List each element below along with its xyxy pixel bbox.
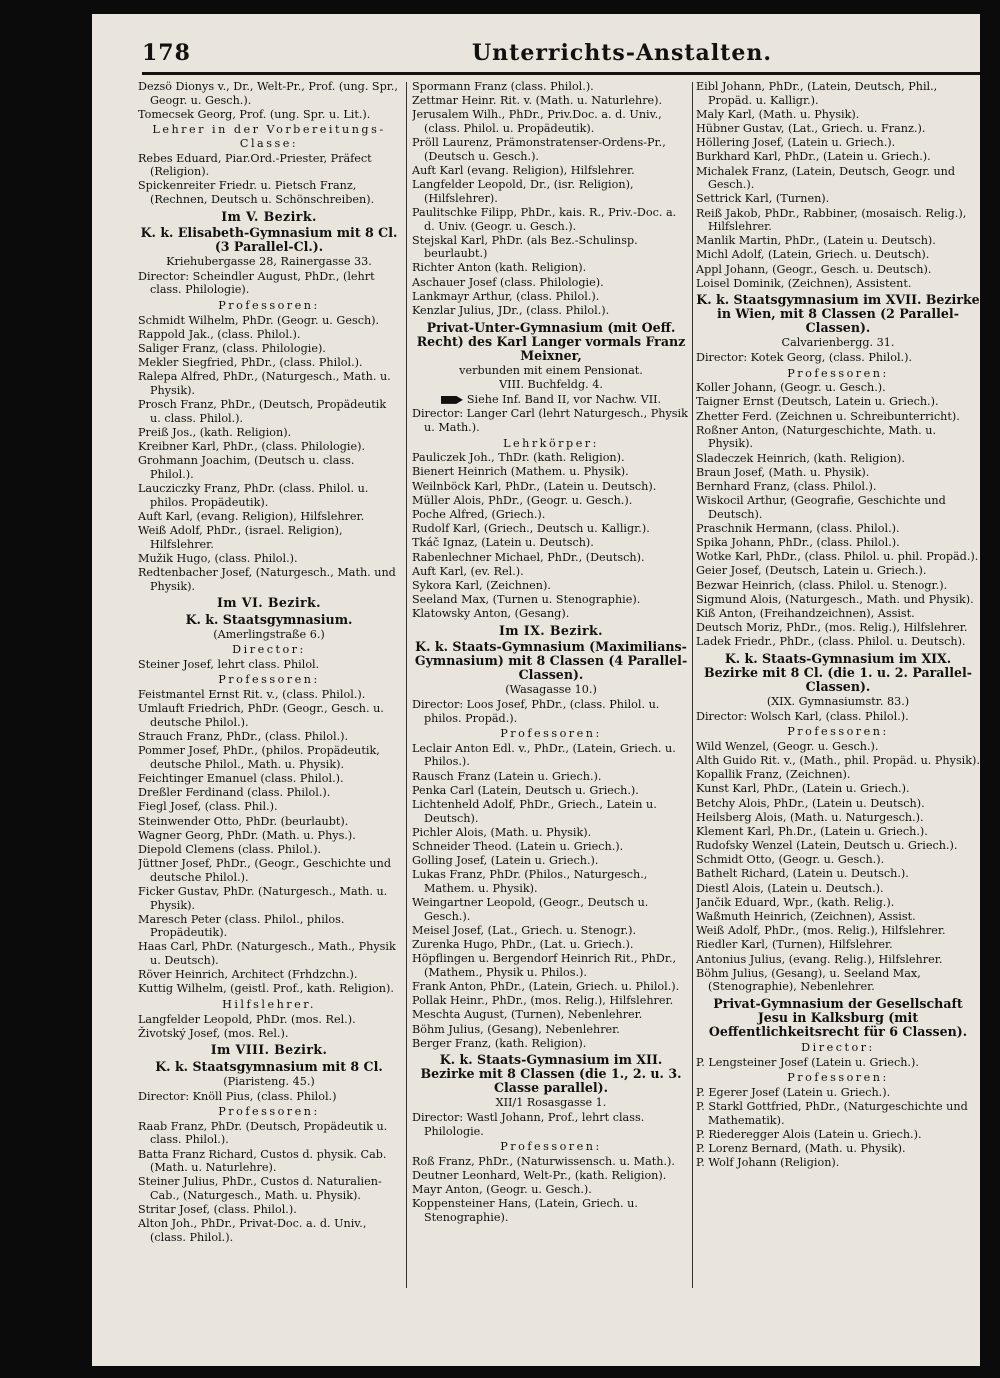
directory-entry: Koppensteiner Hans, (Latein, Griech. u. Stenographie).: [412, 1197, 638, 1224]
header-rule: [142, 72, 980, 75]
role-heading: Professoren:: [218, 1105, 320, 1119]
role-heading: Professoren:: [787, 366, 889, 380]
directory-entry: Weiß Adolf, PhDr., (mos. Relig.), Hilfslehrer.: [696, 924, 946, 938]
directory-entry: Richter Anton (kath. Religion).: [412, 261, 587, 275]
directory-entry: Weingartner Leopold, (Geogr., Deutsch u. Gesch.).: [412, 896, 649, 923]
directory-entry: Redtenbacher Josef, (Naturgesch., Math. und Physik).: [138, 565, 396, 593]
directory-entry: Kopallik Franz, (Zeichnen).: [696, 768, 851, 782]
directory-entry: Steiner Julius, PhDr., Custos d. Naturalien-Cab., (Naturgesch., Math. u. Physik).: [138, 1175, 382, 1202]
directory-entry: Auft Karl, (ev. Rel.).: [412, 564, 524, 578]
directory-entry: Weiß Adolf, PhDr., (israel. Religion), Hilfslehrer.: [138, 523, 343, 551]
directory-entry: Loisel Dominik, (Zeichnen), Assistent.: [696, 276, 912, 290]
directory-entry: Maresch Peter (class. Philol., philos. Propädeutik).: [138, 912, 345, 940]
directory-entry: Mekler Siegfried, PhDr., (class. Philol.).: [138, 356, 363, 370]
role-heading: Lehrkörper:: [503, 436, 599, 450]
directory-entry: Sykora Karl, (Zeichnen).: [412, 578, 551, 592]
directory-entry: Appl Johann, (Geogr., Gesch. u. Deutsch).: [696, 262, 932, 276]
directory-entry: Deutsch Moriz, PhDr., (mos. Relig.), Hilfslehrer.: [696, 621, 968, 635]
directory-entry: Michalek Franz, (Latein, Deutsch, Geogr. und Gesch.).: [696, 164, 956, 192]
directory-entry: Zettmar Heinr. Rit. v. (Math. u. Naturlehre).: [412, 94, 663, 108]
directory-entry: Spika Johann, PhDr., (class. Philol.).: [696, 536, 900, 550]
book-page: [92, 14, 980, 1366]
reference-note-text: Siehe Inf. Band II, vor Nachw. VII.: [466, 392, 662, 406]
directory-entry: Ladek Friedr., PhDr., (class. Philol. u. Deutsch).: [696, 635, 966, 649]
directory-entry: Klatowsky Anton, (Gesang).: [412, 607, 570, 621]
directory-entry: Taigner Ernst (Deutsch, Latein u. Griech.).: [696, 395, 939, 409]
directory-entry: Alton Joh., PhDr., Privat-Doc. a. d. Univ., (class. Philol.).: [138, 1217, 367, 1244]
directory-entry: Lichtenheld Adolf, PhDr., Griech., Latein u. Deutsch).: [412, 797, 657, 825]
directory-entry: Weilnböck Karl, PhDr., (Latein u. Deutsch).: [412, 479, 657, 493]
address-line: verbunden mit einem Pensionat.: [459, 363, 643, 377]
directory-entry: Penka Carl (Latein, Deutsch u. Griech.).: [412, 783, 639, 797]
directory-entry: Höpflingen u. Bergendorf Heinrich Rit., PhDr., (Mathem., Physik u. Philos.).: [412, 952, 677, 979]
directory-entry: Rudolf Karl, (Griech., Deutsch u. Kalligr.).: [412, 522, 650, 536]
directory-entry: Geier Josef, (Deutsch, Latein u. Griech.).: [696, 564, 927, 578]
text-column-right: [696, 80, 980, 1366]
directory-entry: Roß Franz, PhDr., (Naturwissensch. u. Math.).: [412, 1154, 675, 1168]
directory-entry: P. Wolf Johann (Religion).: [696, 1156, 840, 1170]
directory-entry: Fiegl Josef, (class. Phil.).: [138, 800, 278, 814]
role-heading: Director:: [801, 1040, 875, 1054]
text-column-middle: [412, 80, 690, 1366]
directory-entry: Schneider Theod. (Latein u. Griech.).: [412, 839, 624, 853]
directory-entry: Životský Josef, (mos. Rel.).: [138, 1026, 289, 1040]
directory-entry: Betchy Alois, PhDr., (Latein u. Deutsch).: [696, 796, 925, 810]
directory-entry: Stejskal Karl, PhDr. (als Bez.-Schulinsp. beurlaubt.): [412, 233, 638, 261]
directory-entry: Golling Josef, (Latein u. Griech.).: [412, 854, 599, 868]
directory-entry: P. Riederegger Alois (Latein u. Griech.).: [696, 1127, 922, 1141]
directory-entry: Wotke Karl, PhDr., (class. Philol. u. phil. Propäd.).: [696, 550, 979, 564]
role-heading: Director:: [232, 643, 306, 657]
text-column-left: [138, 80, 400, 1366]
address-line: (Wasagasse 10.): [505, 683, 597, 697]
pointing-hand-icon: [441, 396, 463, 404]
directory-entry: Haas Carl, PhDr. (Naturgesch., Math., Physik u. Deutsch).: [138, 940, 396, 968]
running-title: Unterrichts-Anstalten.: [472, 40, 772, 66]
directory-entry: Langfelder Leopold, PhDr. (mos. Rel.).: [138, 1012, 356, 1026]
district-heading: Im IX. Bezirk.: [499, 622, 603, 638]
directory-entry: Pichler Alois, (Math. u. Physik).: [412, 825, 592, 839]
directory-entry: Reiß Jakob, PhDr., Rabbiner, (mosaisch. Relig.), Hilfslehrer.: [696, 206, 967, 234]
directory-entry: Director: Loos Josef, PhDr., (class. Philol. u. philos. Propäd.).: [412, 698, 660, 725]
directory-entry: Director: Wastl Johann, Prof., lehrt class. Philologie.: [412, 1110, 645, 1138]
role-heading: Hilfslehrer.: [222, 998, 316, 1012]
address-line: Calvarienbergg. 31.: [781, 336, 895, 350]
role-heading: Professoren:: [787, 1071, 889, 1085]
directory-entry: Bezwar Heinrich, (class. Philol. u. Stenogr.).: [696, 578, 948, 592]
directory-entry: Auft Karl (evang. Religion), Hilfslehrer.: [412, 163, 635, 177]
directory-entry: Saliger Franz, (class. Philologie).: [138, 341, 326, 355]
directory-entry: Kuttig Wilhelm, (geistl. Prof., kath. Religion).: [138, 982, 394, 996]
directory-entry: Sigmund Alois, (Naturgesch., Math. und Physik).: [696, 592, 974, 606]
role-heading: Professoren:: [218, 673, 320, 687]
directory-entry: Kenzlar Julius, JDr., (class. Philol.).: [412, 304, 610, 318]
directory-entry: Sladeczek Heinrich, (kath. Religion).: [696, 451, 905, 465]
directory-entry: Praschnik Hermann, (class. Philol.).: [696, 521, 900, 535]
directory-entry: Rappold Jak., (class. Philol.).: [138, 327, 301, 341]
address-line: (Amerlingstraße 6.): [213, 627, 325, 641]
address-line: (XIX. Gymnasiumstr. 83.): [766, 695, 910, 708]
directory-entry: Höllering Josef, (Latein u. Griech.).: [696, 136, 896, 150]
directory-entry: Tomecsek Georg, Prof. (ung. Spr. u. Lit.).: [138, 107, 371, 121]
address-line: XII/1 Rosasgasse 1.: [495, 1096, 607, 1110]
directory-entry: Steinwender Otto, PhDr. (beurlaubt).: [138, 814, 349, 828]
directory-entry: Ralepa Alfred, PhDr., (Naturgesch., Math. u. Physik).: [138, 370, 391, 397]
directory-entry: Rudofsky Wenzel (Latein, Deutsch u. Griech.).: [696, 839, 958, 853]
directory-entry: Auft Karl, (evang. Religion), Hilfslehrer.: [138, 509, 365, 523]
directory-entry: P. Egerer Josef (Latein u. Griech.).: [696, 1085, 891, 1099]
directory-entry: Rabenlechner Michael, PhDr., (Deutsch).: [412, 550, 645, 564]
district-heading: Im VI. Bezirk.: [217, 595, 321, 611]
directory-entry: Stritar Josef, (class. Philol.).: [138, 1203, 297, 1217]
directory-entry: Heilsberg Alois, (Math. u. Naturgesch.).: [696, 810, 924, 824]
directory-entry: Koller Johann, (Geogr. u. Gesch.).: [696, 381, 886, 395]
directory-entry: Kreibner Karl, PhDr., (class. Philologie).: [138, 440, 366, 453]
reference-note: [412, 393, 690, 407]
directory-entry: Burkhard Karl, PhDr., (Latein u. Griech.).: [696, 150, 931, 164]
directory-entry: Pröll Laurenz, Prämonstratenser-Ordens-Pr., (Deutsch u. Gesch.).: [412, 136, 666, 163]
directory-entry: Meschta August, (Turnen), Nebenlehrer.: [412, 1008, 643, 1022]
directory-entry: P. Lorenz Bernard, (Math. u. Physik).: [696, 1141, 906, 1155]
directory-entry: Mayr Anton, (Geogr. u. Gesch.).: [412, 1183, 592, 1197]
institution-heading: K. k. Staats-Gymnasium im XII. Bezirke mit 8 Classen (die 1., 2. u. 3. Classe parallel).: [420, 1052, 682, 1096]
directory-entry: P. Lengsteiner Josef (Latein u. Griech.).: [696, 1055, 919, 1069]
directory-entry: Pollak Heinr., PhDr., (mos. Relig.), Hilfslehrer.: [412, 994, 674, 1008]
institution-heading: K. k. Staatsgymnasium im XVII. Bezirke in Wien, mit 8 Classen (2 Parallel-Classen).: [696, 292, 980, 336]
directory-entry: Roßner Anton, (Naturgeschichte, Math. u. Physik).: [696, 423, 937, 451]
directory-entry: Lukas Franz, PhDr. (Philos., Naturgesch., Mathem. u. Physik).: [412, 868, 648, 895]
directory-entry: Mužik Hugo, (class. Philol.).: [138, 551, 298, 565]
address-line: VIII. Buchfeldg. 4.: [499, 378, 603, 392]
directory-entry: Langfelder Leopold, Dr., (isr. Religion), (Hilfslehrer).: [412, 178, 634, 205]
directory-entry: Riedler Karl, (Turnen), Hilfslehrer.: [696, 938, 893, 952]
directory-entry: Antonius Julius, (evang. Relig.), Hilfslehrer.: [696, 952, 943, 966]
institution-heading: Privat-Unter-Gymnasium (mit Oeff. Recht) des Karl Langer vormals Franz Meixner,: [416, 319, 686, 363]
directory-entry: Diepold Clemens (class. Philol.).: [138, 842, 322, 856]
directory-entry: Leclair Anton Edl. v., PhDr., (Latein, Griech. u. Philos.).: [412, 741, 676, 769]
directory-entry: Aschauer Josef (class. Philologie).: [412, 275, 604, 289]
directory-entry: Böhm Julius, (Gesang), u. Seeland Max, (Stenographie), Nebenlehrer.: [696, 966, 921, 994]
directory-entry: Steiner Josef, lehrt class. Philol.: [138, 657, 320, 671]
directory-entry: Diestl Alois, (Latein u. Deutsch.).: [696, 881, 884, 895]
directory-entry: Jüttner Josef, PhDr., (Geogr., Geschichte und deutsche Philol.).: [138, 857, 392, 884]
directory-entry: Paulitschke Filipp, PhDr., kais. R., Priv.-Doc. a. d. Univ. (Geogr. u. Gesch.).: [412, 205, 677, 233]
directory-entry: Grohmann Joachim, (Deutsch u. class. Philol.).: [138, 454, 355, 481]
institution-heading: K. k. Staats-Gymnasium im XIX. Bezirke mit 8 Cl. (die 1. u. 2. Parallel-Classen).: [704, 651, 972, 694]
role-heading: Professoren:: [787, 725, 889, 739]
institution-heading: K. k. Staatsgymnasium mit 8 Cl.: [155, 1059, 383, 1074]
directory-entry: Waßmuth Heinrich, (Zeichnen), Assist.: [696, 910, 916, 924]
institution-heading: K. k. Staatsgymnasium.: [185, 611, 353, 627]
directory-entry: Berger Franz, (kath. Religion).: [412, 1036, 587, 1050]
directory-entry: P. Starkl Gottfried, PhDr., (Naturgeschichte und Mathematik).: [696, 1099, 968, 1127]
directory-entry: Spickenreiter Friedr. u. Pietsch Franz, (Rechnen, Deutsch u. Schönschreiben).: [138, 179, 375, 206]
column-divider: [692, 82, 693, 1288]
directory-entry: Frank Anton, PhDr., (Latein, Griech. u. Philol.).: [412, 980, 680, 994]
directory-entry: Umlauft Friedrich, PhDr. (Geogr., Gesch. u. deutsche Philol.).: [138, 702, 384, 729]
directory-entry: Laucziczky Franz, PhDr. (class. Philol. u. philos. Propädeutik).: [138, 481, 369, 509]
directory-entry: Bathelt Richard, (Latein u. Deutsch.).: [696, 867, 909, 881]
directory-entry: Röver Heinrich, Architect (Frhdzchn.).: [138, 968, 358, 982]
directory-entry: Kunst Karl, PhDr., (Latein u. Griech.).: [696, 782, 910, 796]
directory-entry: Director: Wolsch Karl, (class. Philol.).: [696, 709, 909, 723]
institution-heading: K. k. Staats-Gymnasium (Maximilians-Gymnasium) mit 8 Classen (4 Parallel-Classen).: [414, 639, 688, 683]
role-heading: Professoren:: [500, 1140, 602, 1154]
directory-entry: Raab Franz, PhDr. (Deutsch, Propädeutik u. class. Philol.).: [138, 1119, 388, 1147]
directory-entry: Feistmantel Ernst Rit. v., (class. Philol.).: [138, 688, 366, 702]
directory-entry: Müller Alois, PhDr., (Geogr. u. Gesch.).: [412, 493, 633, 507]
directory-entry: Manlik Martin, PhDr., (Latein u. Deutsch).: [696, 234, 936, 248]
column-divider: [406, 82, 407, 1288]
directory-entry: Director: Knöll Pius, (class. Philol.): [138, 1089, 337, 1103]
directory-entry: Alth Guido Rit. v., (Math., phil. Propäd. u. Physik).: [696, 753, 980, 767]
directory-entry: Hübner Gustav, (Lat., Griech. u. Franz.).: [696, 121, 926, 135]
directory-entry: Poche Alfred, (Griech.).: [412, 507, 546, 521]
directory-entry: Braun Josef, (Math. u. Physik).: [696, 465, 870, 479]
directory-entry: Zurenka Hugo, PhDr., (Lat. u. Griech.).: [412, 938, 634, 952]
directory-entry: Settrick Karl, (Turnen).: [696, 192, 830, 206]
address-line: Kriehubergasse 28, Rainergasse 33.: [166, 255, 372, 269]
directory-entry: Strauch Franz, PhDr., (class. Philol.).: [138, 730, 349, 744]
directory-entry: Lankmayr Arthur, (class. Philol.).: [412, 289, 600, 303]
directory-entry: Seeland Max, (Turnen u. Stenographie).: [412, 593, 641, 607]
directory-entry: Zhetter Ferd. (Zeichnen u. Schreibunterricht).: [696, 409, 960, 423]
address-line: (Piaristeng. 45.): [223, 1075, 315, 1088]
directory-entry: Director: Kotek Georg, (class. Philol.).: [696, 351, 912, 365]
directory-entry: Prosch Franz, PhDr., (Deutsch, Propädeutik u. class. Philol.).: [138, 398, 387, 425]
directory-entry: Jančik Eduard, Wpr., (kath. Relig.).: [696, 895, 895, 909]
district-heading: Im V. Bezirk.: [221, 208, 317, 224]
directory-entry: Jerusalem Wilh., PhDr., Priv.Doc. a. d. Univ., (class. Philol. u. Propädeutik).: [412, 108, 662, 135]
directory-entry: Eibl Johann, PhDr., (Latein, Deutsch, Phil., Propäd. u. Kalligr.).: [696, 80, 938, 107]
role-heading: Professoren:: [218, 298, 320, 312]
directory-entry: Director: Langer Carl (lehrt Naturgesch., Physik u. Math.).: [412, 407, 688, 434]
institution-heading: K. k. Elisabeth-Gymnasium mit 8 Cl. (3 Parallel-Cl.).: [140, 225, 398, 255]
directory-entry: Meisel Josef, (Lat., Griech. u. Stenogr.).: [412, 923, 637, 937]
directory-entry: Dezsö Dionys v., Dr., Welt-Pr., Prof. (ung. Spr., Geogr. u. Gesch.).: [138, 80, 398, 107]
directory-entry: Director: Scheindler August, PhDr., (lehrt class. Philologie).: [138, 269, 375, 297]
directory-entry: Maly Karl, (Math. u. Physik).: [696, 107, 860, 121]
directory-entry: Pommer Josef, PhDr., (philos. Propädeutik, deutsche Philol., Math. u. Physik).: [138, 744, 380, 771]
directory-entry: Bienert Heinrich (Mathem. u. Physik).: [412, 465, 629, 479]
directory-entry: Bernhard Franz, (class. Philol.).: [696, 479, 877, 493]
institution-heading: Privat-Gymnasium der Gesellschaft Jesu in Kalksburg (mit Oeffentlichkeitsrecht für 6 Classen).: [708, 995, 968, 1039]
directory-entry: Rebes Eduard, Piar.Ord.-Priester, Präfect (Religion).: [138, 151, 372, 179]
directory-entry: Michl Adolf, (Latein, Griech. u. Deutsch).: [696, 248, 930, 262]
directory-entry: Pauliczek Joh., ThDr. (kath. Religion).: [412, 451, 625, 465]
directory-entry: Schmidt Wilhelm, PhDr. (Geogr. u. Gesch).: [138, 313, 380, 327]
directory-entry: Deutner Leonhard, Welt-Pr., (kath. Religion).: [412, 1168, 667, 1182]
directory-entry: Wiskocil Arthur, (Geografie, Geschichte und Deutsch).: [696, 494, 946, 521]
directory-entry: Wild Wenzel, (Geogr. u. Gesch.).: [696, 739, 879, 753]
directory-entry: Tkáč Ignaz, (Latein u. Deutsch).: [412, 536, 594, 550]
role-heading: Professoren:: [500, 727, 602, 741]
directory-entry: Spormann Franz (class. Philol.).: [412, 80, 594, 93]
directory-entry: Rausch Franz (Latein u. Griech.).: [412, 769, 602, 783]
directory-entry: Feichtinger Emanuel (class. Philol.).: [138, 772, 344, 785]
directory-entry: Böhm Julius, (Gesang), Nebenlehrer.: [412, 1022, 620, 1036]
directory-entry: Ficker Gustav, PhDr. (Naturgesch., Math. u. Physik).: [138, 884, 388, 912]
directory-entry: Kiß Anton, (Freihandzeichnen), Assist.: [696, 607, 915, 621]
district-heading: Im VIII. Bezirk.: [210, 1042, 328, 1058]
directory-entry: Batta Franz Richard, Custos d. physik. Cab. (Math. u. Naturlehre).: [138, 1147, 387, 1175]
directory-entry: Preiß Jos., (kath. Religion).: [138, 425, 292, 439]
page-number: 178: [142, 40, 191, 66]
directory-entry: Dreßler Ferdinand (class. Philol.).: [138, 786, 331, 800]
directory-entry: Wagner Georg, PhDr. (Math. u. Phys.).: [138, 828, 356, 842]
directory-entry: Schmidt Otto, (Geogr. u. Gesch.).: [696, 853, 885, 867]
role-heading: Lehrer in der Vorbereitungs-Classe:: [152, 123, 386, 150]
directory-entry: Klement Karl, Ph.Dr., (Latein u. Griech.).: [696, 824, 928, 838]
page-header: [92, 14, 980, 66]
